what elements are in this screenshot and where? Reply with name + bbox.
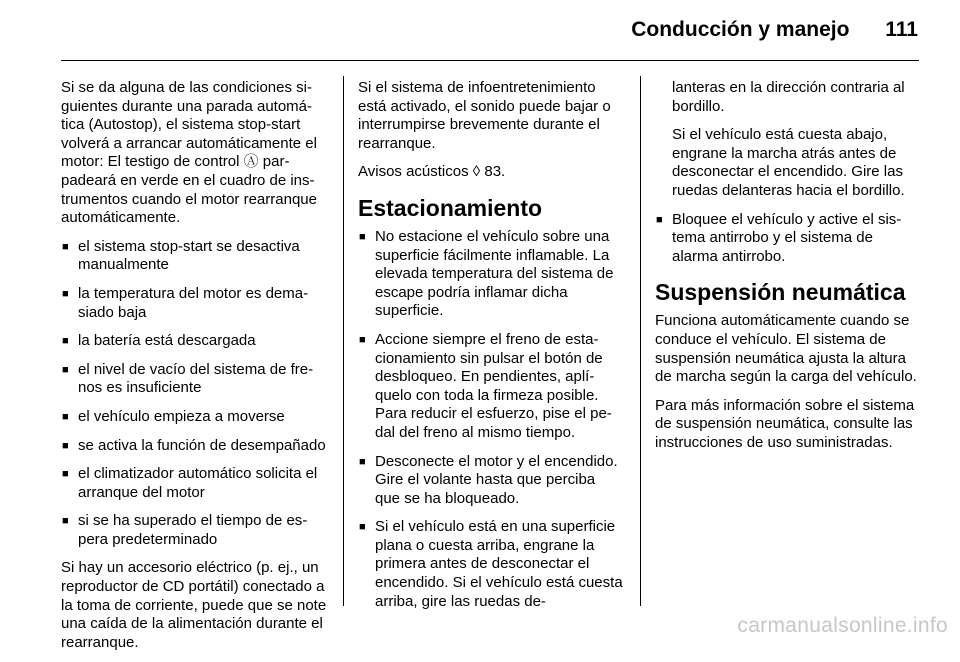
page-number: 111 (885, 18, 918, 41)
bullet-icon: ■ (359, 521, 366, 534)
intro-paragraph: Si se da alguna de las condiciones siguientes durante una parada automática (Autostop), el sistema stop-start volverá a arrancar automáticamente el motor: El testigo de control Ⓐ parpadeará en verde en el cuadro de instrumentos cuando el motor rearranque automáticamente. (61, 79, 317, 227)
acoustic-warnings-reference: Avisos acústicos ◊ 83. (358, 163, 506, 181)
bullet-icon: ■ (656, 213, 663, 226)
header-rule (61, 60, 919, 61)
column-divider-1 (343, 76, 344, 606)
bullet-icon: ■ (62, 240, 69, 253)
list-item: ■ Si el vehículo está en una superficie plana o cuesta arriba, engrane la primera antes de desconectar el encendido. Si el vehículo está cuesta arriba, gire las ruedas de- (359, 518, 623, 610)
list-item: ■ la temperatura del motor es demasiado baja (62, 284, 309, 321)
bullet-icon: ■ (62, 363, 69, 376)
bullet-icon: ■ (359, 455, 366, 468)
page-header (631, 18, 918, 42)
bullet-icon: ■ (62, 410, 69, 423)
bullet-icon: ■ (359, 230, 366, 243)
list-item: ■ No estacione el vehículo sobre una superficie fácilmente inflamable. La elevada temperatura del sistema de escape podría inflamar dicha superficie. (359, 227, 614, 320)
bullet-icon: ■ (62, 468, 69, 481)
list-item: ■ si se ha superado el tiempo de espera predeterminado (62, 512, 308, 548)
heading-estacionamiento: Estacionamiento (358, 194, 543, 221)
list-item: ■ Accione siempre el freno de estacionamiento sin pulsar el botón de desbloqueo. En pendientes, aplíquelo con toda la firmeza posible. Para reducir el esfuerzo, pise el pedal del freno al mismo tiempo. (359, 330, 612, 441)
column-1 (61, 79, 327, 662)
watermark: carmanualsonline.info (737, 614, 948, 637)
suspension-paragraph: Funciona automáticamente cuando se conduce el vehículo. El sistema de suspensión neumática ajusta la altura de marcha según la carga del vehículo. (655, 312, 917, 386)
column-divider-2 (640, 76, 641, 606)
bullet-icon: ■ (359, 333, 366, 346)
bullet-icon: ■ (62, 287, 69, 300)
list-item: ■ el nivel de vacío del sistema de frenos es insuficiente (62, 360, 314, 397)
list-item-continuation: lanteras en la dirección contraria al bordillo. (672, 79, 905, 115)
accessory-paragraph: Si hay un accesorio eléctrico (p. ej., un reproductor de CD portátil) conectado a la toma de corriente, puede que se note una caída de la alimentación durante el rearranque. (61, 559, 327, 651)
list-item: ■ Desconecte el motor y el encendido. Gire el volante hasta que perciba que se ha bloqueado. (359, 452, 618, 507)
infotainment-paragraph: Si el sistema de infoentretenimiento está activado, el sonido puede bajar o interrumpirse brevemente durante el rearranque. (358, 79, 611, 152)
list-item: ■ se activa la función de desempañado (62, 436, 326, 454)
bullet-icon: ■ (62, 515, 69, 528)
column-3 (655, 79, 921, 463)
list-item: ■ Bloquee el vehículo y active el sistema antirrobo y el sistema de alarma antirrobo. (656, 210, 902, 265)
section-title: Conducción y manejo (631, 18, 850, 41)
list-item: ■ la batería está descargada (62, 332, 256, 350)
list-item: ■ el climatizador automático solicita el arranque del motor (62, 465, 318, 501)
column-2 (358, 79, 624, 621)
bullet-icon: ■ (62, 335, 69, 348)
bullet-icon: ■ (62, 439, 69, 452)
list-item: ■ el vehículo empieza a moverse (62, 407, 285, 425)
suspension-info-paragraph: Para más información sobre el sistema de suspensión neumática, consulte las instrucciones de uso suministradas. (655, 396, 915, 451)
list-item-subparagraph: Si el vehículo está cuesta abajo, engrane la marcha atrás antes de desconectar el encendido. Gire las ruedas delanteras hacia el bordillo. (672, 126, 905, 199)
list-item: ■ el sistema stop-start se desactiva manualmente (62, 237, 300, 274)
heading-suspension: Suspensión neumática (655, 279, 906, 306)
